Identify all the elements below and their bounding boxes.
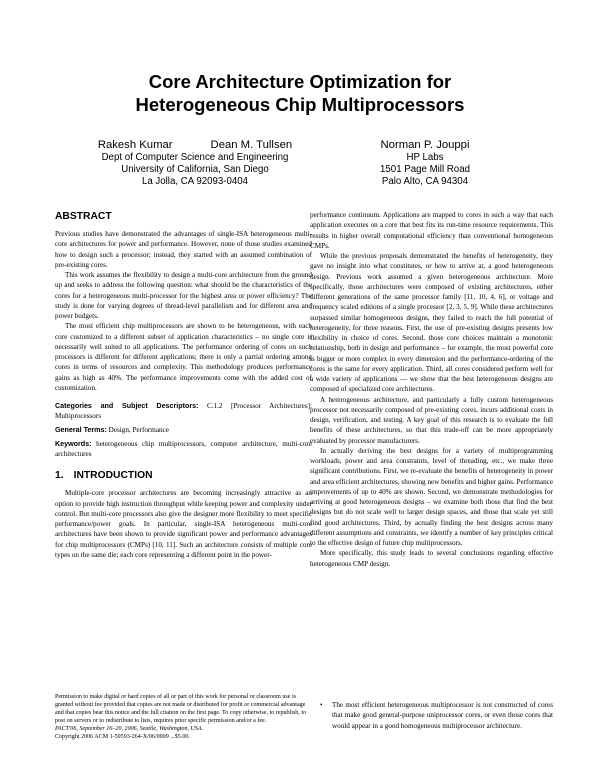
paper-title: [0, 70, 600, 116]
footnote-permission: Permission to make digital or hard copies of all or part of this work for personal or classroom use is granted without fee provided that copies are not made or distributed for profit or commercial advantage and that copies bear this notice and the full citation on the first page. To copy otherwise, to republish, to post on servers or to redistribute to lists, requires prior specific permission and/or a fee.: [55, 694, 307, 724]
general-terms: [55, 425, 312, 435]
title-line-2: Heterogeneous Chip Multiprocessors: [135, 94, 465, 115]
author-name: Norman P. Jouppi: [380, 139, 470, 151]
author-affiliation: HP Labs: [406, 152, 444, 163]
general-terms-text: Design, Performance: [108, 425, 169, 434]
body-paragraph: While the previous proposals demonstrated the benefits of heterogeneity, they gave no insight into what constitutes, or how to arrive at, a good heterogeneous design. Previous work assumed a given heterogeneous architecture. More specifically, those architectures were composed of existing architectures, either different generations of the same processor family [11, 10, 4, 6], or voltage and frequency scaled editions of a single processor [2, 3, 5, 9]. While these architectures surpassed similar homogeneous designs, they failed to reach the full potential of heterogeneity, for three reasons. First, the use of pre-existing designs presents low flexibility in choice of cores. Second, those core choices maintain a monotonic relationship, both in design and performance – for example, the most powerful core is bigger or more complex in every dimension and the performance-ordering of the cores is the same for every application. Third, all cores considered perform well for a wide variety of applications — we show that the best heterogeneous designs are composed of specialized core architectures.: [310, 252, 553, 394]
author-names-left: [70, 138, 320, 152]
author-name: Dean M. Tullsen: [210, 139, 293, 151]
footnote-conference: PACT'06, September 16–20, 2006, Seattle, Washington, USA.: [55, 725, 204, 732]
author-affiliation: La Jolla, CA 92093-0404: [141, 176, 249, 188]
right-column: [310, 210, 553, 569]
footnote-copyright: Copyright 2006 ACM 1-59593-264-X/06/0009 ...$5.00.: [55, 733, 190, 740]
bullet-text: The most efficient heterogeneous multiprocessor is not constructed of cores that make good general-purpose uniprocessor cores, or even those cores that would appear in a good homogeneous multiprocessor architecture.: [332, 701, 553, 730]
list-item: [318, 700, 553, 731]
general-terms-label: General Terms:: [55, 425, 107, 434]
abstract-heading: ABSTRACT: [55, 211, 112, 222]
conclusion-bullets: [318, 700, 553, 731]
author-affiliation: 1501 Page Mill Road: [380, 164, 470, 176]
title-line-1: Core Architecture Optimization for: [148, 71, 452, 92]
categories-descriptors: [55, 401, 312, 422]
author-name: Rakesh Kumar: [97, 139, 173, 151]
left-column: [55, 210, 312, 560]
author-affiliation: University of California, San Diego: [121, 164, 269, 176]
section-title: INTRODUCTION: [73, 470, 153, 482]
intro-paragraph: Multiple-core processor architectures are becoming increasingly attractive as an option to provide high instruction throughput while keeping power and complexity under control. But multi-core processors also give the designer more flexibility to meet specific performance/power goals. In particular, single-ISA heterogeneous multi-core architectures have been shown to provide significant power and performance advantages for chip multiprocessors (CMPs) [10, 11]. Such an architecture consists of multiple core types on the same die; each core representing a different point in the power-: [55, 489, 312, 559]
author-affiliation: Dept of Computer Science and Engineering: [101, 152, 289, 163]
abstract-paragraph: Previous studies have demonstrated the advantages of single-ISA heterogeneous multi-core architectures for power and performance. However, none of those studies examined how to design such a processor; instead, they started with an assumed combination of pre-existing cores.: [55, 230, 312, 269]
author-block-right: [340, 138, 510, 189]
author-block-left: [70, 138, 320, 189]
bullet-icon: •: [320, 701, 323, 709]
body-paragraph: performance continuum. Applications are mapped to cores in such a way that each application executes on a core that best fits its run-time resource requirements. This results in higher overall computational efficiency than conventional homogeneous CMPs.: [310, 211, 553, 250]
abstract-paragraph: The most efficient chip multiprocessors are shown to be heterogeneous, with each core customized to a different subset of application characteristics – no single core is necessarily well suited to all applications. The performance ordering of cores on such processors is different for different applications; there is only a partial ordering among cores in terms of resources and complexity. This methodology produces performance gains as high as 40%. The performance improvements come with the added cost of customization.: [55, 322, 312, 392]
keywords: [55, 439, 312, 460]
keywords-text: heterogeneous chip multiprocessors, computer architecture, multi-core architectures: [55, 439, 312, 458]
intro-heading: [55, 469, 312, 482]
abstract-paragraph: This work assumes the flexibility to design a multi-core architecture from the ground up and seeks to address the following question: what should be the characteristics of the cores for a heterogeneous multi-processor for the highest area or power efficiency? The study is done for varying degrees of thread-level parallelism and for different area and power budgets.: [55, 271, 312, 320]
keywords-label: Keywords:: [55, 439, 92, 448]
body-paragraph: More specifically, this study leads to several conclusions regarding effective heterogeneous CMP design.: [310, 549, 553, 568]
author-affiliation: Palo Alto, CA 94304: [381, 176, 469, 188]
section-number: 1.: [55, 470, 64, 482]
categories-label: Categories and Subject Descriptors:: [55, 402, 199, 410]
categories-text: C.1.2 [Processor Architectures]: Multiprocessors: [55, 402, 312, 421]
permission-footnote: [55, 694, 312, 742]
body-paragraph: A heterogeneous architecture, and particularly a fully custom heterogeneous processor not necessarily composed of pre-existing cores, incurs additional costs in design, verification, and testing. A key goal of this research is to evaluate the full benefits of these architectures, so that this trade-off can be more appropriately evaluated by processor manufacturers.: [310, 395, 553, 445]
body-paragraph: In actually deriving the best designs for a variety of multiprogramming workloads, power and area constraints, level of threading, etc., we make three significant contributions. First, we re-evaluate the benefits of heterogeneity in power and area efficient architectures, showing new benefits and higher gains. Performance improvements of up to 40% are shown. Second, we demonstrate methodologies for arriving at good heterogeneous designs – we examine both those that find the best designs but do not scale well to larger design spaces, and those that scale yet still find good architectures. Third, by actually finding the best designs across many different assumptions and constraints, we identify a number of key principles critical to the effective design of future chip multiprocessors.: [310, 446, 553, 547]
